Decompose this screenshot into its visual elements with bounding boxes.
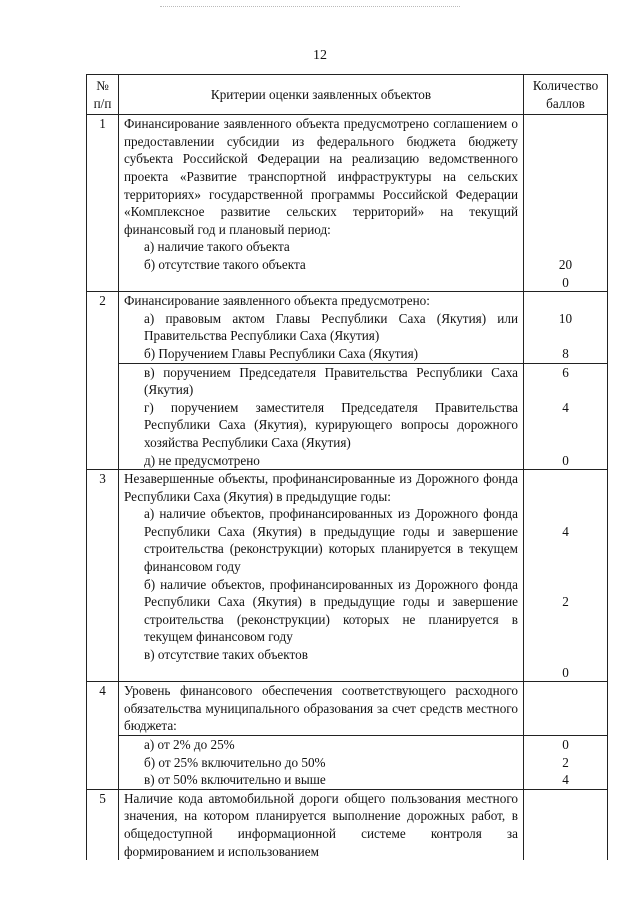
criterion-cell — [119, 363, 524, 470]
criterion-cell — [119, 470, 524, 682]
points-value: 10 — [558, 310, 573, 326]
points-value: 0 — [562, 274, 569, 290]
points-cell — [524, 363, 608, 470]
criterion-option: в) от 50% включительно и выше — [144, 772, 326, 788]
criterion-option: г) поручением заместителя Председателя Правительства Республики Саха (Якутия), курирующего вопросы дорожного хозяйства Республики Саха (Якутия) — [144, 399, 518, 450]
row-number: 4 — [87, 682, 119, 790]
criterion-cell — [119, 292, 524, 363]
points-cell — [524, 789, 608, 860]
table-row — [87, 115, 608, 292]
points-value: 4 — [562, 523, 569, 539]
criterion-cell — [119, 115, 524, 292]
page-number: 12 — [313, 48, 327, 63]
criterion-option: б) Поручением Главы Республики Саха (Якутия) — [144, 345, 419, 361]
criterion-option: в) отсутствие таких объектов — [144, 647, 308, 663]
points-cell — [524, 470, 608, 682]
row-number: 2 — [87, 292, 119, 470]
criterion-intro: Наличие кода автомобильной дороги общего пользования местного значения, на котором планируется выполнение дорожных работ, в общедоступной информационной системе контроля за формированием и использованием — [124, 790, 518, 859]
criterion-intro: Финансирование заявленного объекта предусмотрено соглашением о предоставлении субсидии из федерального бюджета бюджету субъекта Российской Федерации на реализацию ведомственного проекта «Развитие транспортной инфраструктуры на сельских территориях» государственной программы Российской Федерации «Комплексное развитие сельских территорий» на текущий финансовый год и плановый период: — [124, 116, 518, 237]
criterion-option: в) поручением Председателя Правительства Республики Саха (Якутия) — [144, 364, 518, 398]
criterion-option: а) наличие такого объекта — [144, 239, 290, 255]
points-value: 8 — [562, 345, 569, 361]
points-value: 4 — [562, 772, 569, 788]
header-points: Количество баллов — [524, 75, 608, 115]
criteria-table — [86, 74, 608, 860]
criterion-cell — [119, 789, 524, 860]
points-value: 2 — [562, 754, 569, 770]
criterion-option: б) от 25% включительно до 50% — [144, 754, 326, 770]
header-num: № п/п — [87, 75, 119, 115]
points-value: 2 — [562, 594, 569, 610]
criterion-option: а) наличие объектов, профинансированных из Дорожного фонда Республики Саха (Якутия) в предыдущие годы и завершение строительства (реконструкции) которых планируется в текущем финансовом году — [144, 506, 518, 575]
points-value: 4 — [562, 399, 569, 415]
table-row — [87, 363, 608, 470]
table-row — [87, 292, 608, 363]
points-cell — [524, 115, 608, 292]
criterion-option: а) от 2% до 25% — [144, 737, 235, 753]
criterion-intro: Уровень финансового обеспечения соответствующего расходного обязательства муниципального образования за счет средств местного бюджета: — [124, 683, 518, 734]
table-row — [87, 470, 608, 682]
criterion-option: д) не предусмотрено — [144, 452, 260, 468]
row-number: 3 — [87, 470, 119, 682]
table-row — [87, 789, 608, 860]
points-value: 0 — [562, 664, 569, 680]
points-value: 20 — [558, 256, 573, 272]
header-criteria: Критерии оценки заявленных объектов — [119, 75, 524, 115]
points-cell — [524, 682, 608, 736]
row-number: 5 — [87, 789, 119, 860]
scan-top-marks — [160, 6, 460, 11]
row-number: 1 — [87, 115, 119, 292]
points-value: 0 — [562, 737, 569, 753]
criterion-intro: Финансирование заявленного объекта предусмотрено: — [124, 293, 430, 309]
criterion-intro: Незавершенные объекты, профинансированные из Дорожного фонда Республики Саха (Якутия) в предыдущие годы: — [124, 471, 518, 504]
criterion-option: б) наличие объектов, профинансированных из Дорожного фонда Республики Саха (Якутия) в предыдущие годы и завершение строительства (реконструкции) которых не планируется в текущем финансовом году — [144, 576, 518, 645]
points-value: 0 — [562, 452, 569, 468]
criterion-option: б) отсутствие такого объекта — [144, 256, 306, 272]
points-cell — [524, 736, 608, 790]
criterion-cell — [119, 682, 524, 736]
table-row — [87, 736, 608, 790]
table-row — [87, 682, 608, 736]
criterion-option: а) правовым актом Главы Республики Саха (Якутия) или Правительства Республики Саха (Якутия) — [144, 310, 518, 344]
criterion-cell — [119, 736, 524, 790]
points-value: 6 — [562, 364, 569, 380]
table-header-row — [87, 75, 608, 115]
points-cell — [524, 292, 608, 363]
